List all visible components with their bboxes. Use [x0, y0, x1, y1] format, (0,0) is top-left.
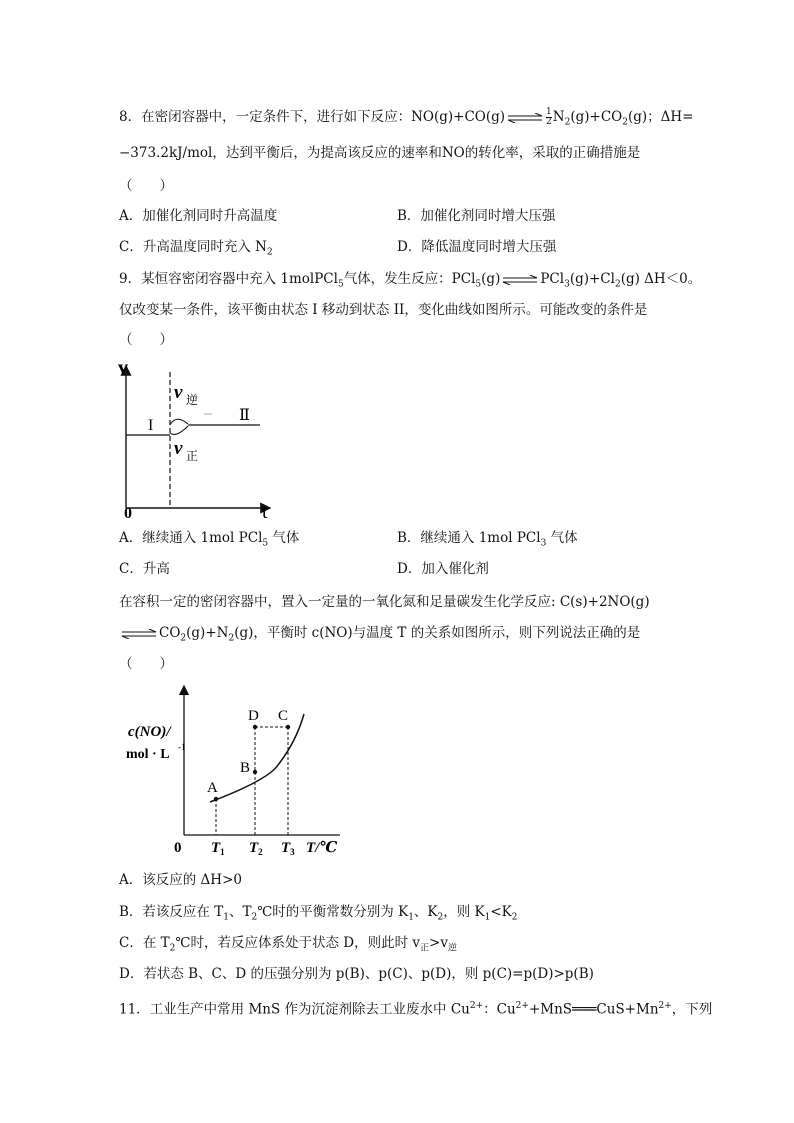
v-forward-label: v — [174, 438, 183, 459]
origin-label: 0 — [174, 840, 182, 856]
v-reverse-label: v — [174, 382, 183, 403]
point-c-label: C — [278, 708, 289, 724]
q10-answer-paren: （ ） — [119, 656, 173, 672]
q10-stem-line2: $CO_2(g)+N_2(g)$，平衡时 c(NO)与温度 T 的关系如图所示，则下列说法正确的是 — [119, 624, 640, 648]
t1-label: $T_1$ — [211, 840, 225, 857]
y-axis-label-line2: mol · L — [126, 747, 170, 762]
x-axis-label: t — [262, 501, 268, 520]
q10-option-c[interactable]: C．在 $T_2℃$时，若反应体系处于状态 D，则此时 $v_正>v_逆$ — [119, 935, 457, 954]
q10-option-d[interactable]: D．若状态 B、C、D 的压强分别为 p(B)、p(C)、p(D)，则 p(C)=p(D)>p(B) — [119, 966, 594, 982]
point-d-label: D — [248, 708, 259, 724]
q9-option-a[interactable]: A．继续通入 1mol PCl$_5$ 气体 — [119, 530, 300, 549]
v-reverse-curve — [170, 419, 188, 425]
q9-stem-line2: 仅改变某一条件，该平衡由状态 I 移动到状态 II，变化曲线如图所示。可能改变的条件是 — [119, 302, 648, 318]
q8-option-a[interactable]: A．加催化剂同时升高温度 — [119, 208, 278, 224]
q8-option-b[interactable]: B．加催化剂同时增大压强 — [397, 208, 556, 224]
q10-option-a[interactable]: A．该反应的 ΔH>0 — [119, 872, 242, 888]
q8-option-d[interactable]: D．降低温度同时增大压强 — [397, 239, 557, 255]
point-c — [286, 725, 290, 729]
q9-velocity-time-graph — [112, 358, 282, 520]
state-1-label: I — [148, 417, 154, 434]
v-forward-curve — [170, 426, 188, 434]
q11-stem-line1: 11．工业生产中常用 MnS 作为沉淀剂除去工业废水中 $Cu^{2+}$：$Cu^{2+}+MnS═══CuS+Mn^{2+}$，下列 — [119, 1001, 713, 1018]
origin-label: 0 — [124, 505, 132, 520]
q8-stem-line1: 8．在密闭容器中，一定条件下，进行如下反应：NO(g)+CO(g) $\frac{1}{2}$ $N_2(g)+CO_2(g)$；ΔH= — [119, 107, 694, 128]
q9-answer-paren: （ ） — [119, 332, 173, 348]
equilibrium-arrow-icon — [507, 113, 543, 123]
y-axis-label-line1: c(NO)/ — [128, 724, 171, 740]
state-2-label: Ⅱ — [239, 407, 250, 424]
point-b — [253, 770, 257, 774]
y-axis-label-sup: -1 — [178, 742, 186, 752]
v-reverse-sub: 逆 — [186, 393, 199, 407]
point-d — [253, 725, 257, 729]
q9-option-b[interactable]: B．继续通入 1mol PCl$_3$ 气体 — [397, 530, 578, 549]
point-a — [214, 797, 218, 801]
equilibrium-arrow-icon — [502, 275, 538, 285]
y-axis-label: v — [118, 358, 128, 379]
fraction-half: $\frac{1}{2}$ — [546, 107, 552, 127]
t2-label: $T_2$ — [249, 840, 263, 857]
x-axis-label: T/℃ — [306, 840, 338, 856]
q9-option-c[interactable]: C．升高 — [119, 561, 170, 577]
point-a-label: A — [207, 780, 218, 796]
q8-option-c[interactable]: C．升高温度同时充入 $N_2$ — [119, 239, 273, 258]
point-b-label: B — [240, 760, 251, 776]
q9-stem-line1: 9．某恒容密闭容器中充入 1molPCl$_5$气体，发生反应：PCl$_5$(g) $PCl_3(g)+Cl_2(g)$ ΔH＜0。 — [119, 271, 702, 290]
equilibrium-arrow-icon — [121, 629, 157, 639]
q10-concentration-temperature-graph — [118, 680, 348, 860]
q8-answer-paren: （ ） — [119, 178, 173, 194]
q10-option-b[interactable]: B．若该反应在 $T_1$、$T_2℃$时的平衡常数分别为 $K_1$、$K_2$，则 $K_1<K_2$ — [119, 904, 518, 923]
q10-stem-line1: 在容积一定的密闭容器中，置入一定量的一氧化氮和足量碳发生化学反应: C(s)+2NO(g) — [119, 594, 650, 610]
q9-option-d[interactable]: D．加入催化剂 — [397, 561, 489, 577]
v-forward-sub: 正 — [186, 449, 199, 463]
t3-label: $T_3$ — [281, 840, 295, 857]
q8-stem-line2: −373.2kJ/mol，达到平衡后，为提高该反应的速率和NO的转化率，采取的正确措施是 — [119, 145, 641, 161]
